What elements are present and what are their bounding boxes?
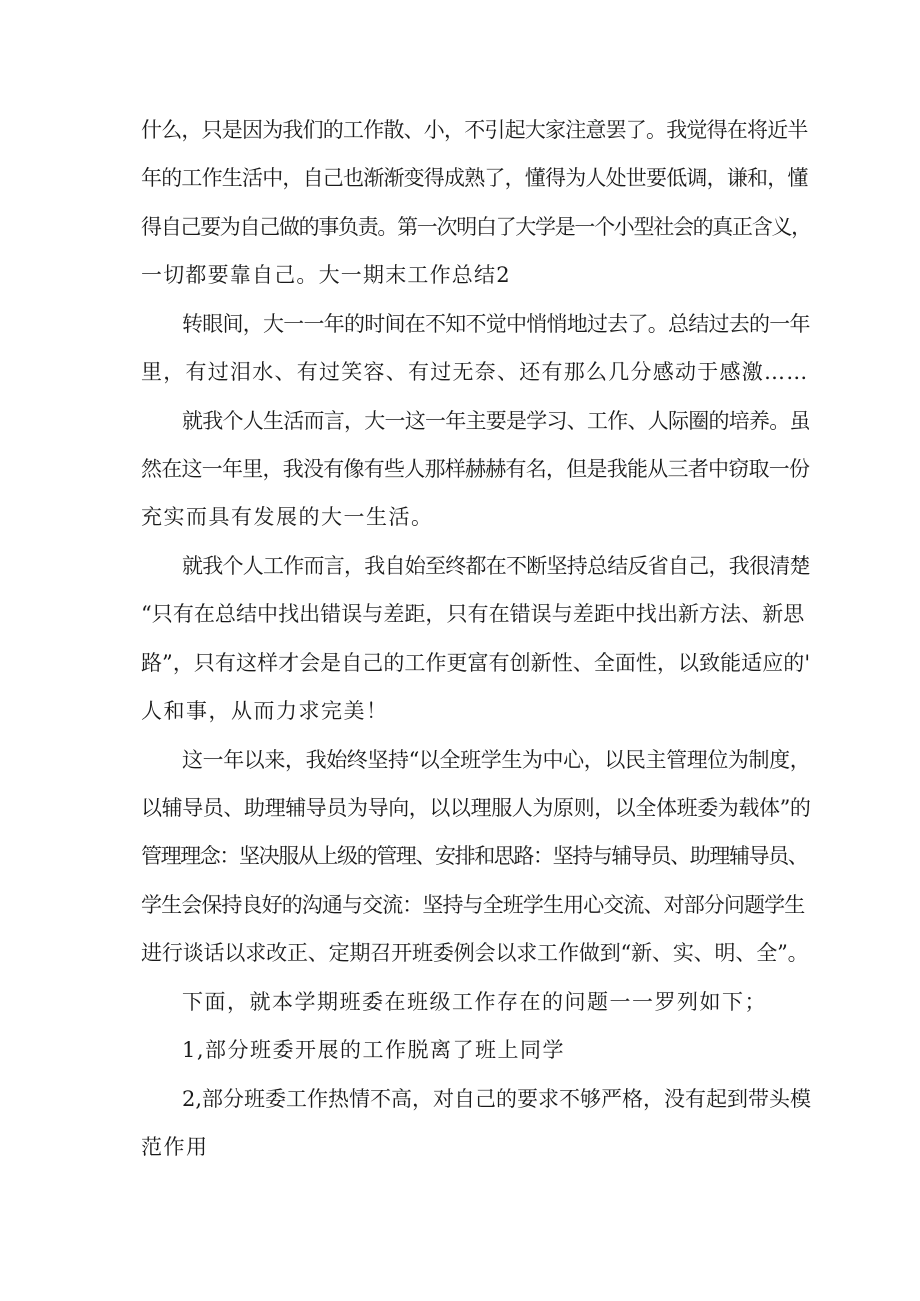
paragraph-start-line: 就我个人生活而言，大一这一年主要是学习、工作、人际圈的培养。虽 [182, 409, 810, 433]
paragraph-start-line: 转眼间，大一一年的时间在不知不觉中悄悄地过去了。总结过去的一年 [182, 312, 810, 336]
text-line: 充实而具有发展的大一生活。 [141, 505, 434, 529]
text-line: 什么，只是因为我们的工作散、小，不引起大家注意罢了。我觉得在将近半 [141, 118, 808, 142]
paragraph-start-line: 下面，就本学期班委在班级工作存在的问题一一罗列如下； [182, 990, 767, 1014]
text-line: 得自己要为自己做的事负责。第一次明白了大学是一个小型社会的真正含义， [141, 215, 811, 239]
paragraph-start-line: 就我个人工作而言，我自始至终都在不断坚持总结反省自己，我很清楚 [182, 554, 810, 578]
text-line: 范作用 [141, 1135, 209, 1159]
text-line: 以辅导员、助理辅导员为导向，以以理服人为原则，以全体班委为载体”的 [141, 796, 811, 820]
text-line: 一切都要靠自己。大一期末工作总结2 [141, 263, 511, 287]
text-line: “只有在总结中找出错误与差距，只有在错误与差距中找出新方法、新思 [141, 602, 805, 626]
text-line: 年的工作生活中，自己也渐渐变得成熟了，懂得为人处世要低调，谦和，懂 [141, 166, 808, 190]
text-line: 里，有过泪水、有过笑容、有过无奈、还有那么几分感动于感激…… [141, 360, 809, 384]
list-item-2: 2,部分班委工作热情不高，对自己的要求不够严格，没有起到带头模 [182, 1087, 812, 1111]
text-line: 路”，只有这样才会是自己的工作更富有创新性、全面性，以致能适应的' [141, 651, 811, 675]
text-line: 人和事，从而力求完美！ [141, 699, 389, 723]
text-line: 然在这一年里，我没有像有些人那样赫赫有名，但是我能从三者中窃取一份 [141, 457, 810, 481]
text-line: 管理理念：坚决服从上级的管理、安排和思路：坚持与辅导员、助理辅导员、 [141, 844, 808, 868]
text-line: 学生会保持良好的沟通与交流：坚持与全班学生用心交流、对部分问题学生 [141, 893, 805, 917]
paragraph-start-line: 这一年以来，我始终坚持“以全班学生为中心，以民主管理位为制度， [182, 748, 811, 772]
text-line: 进行谈话以求改正、定期召开班委例会以求工作做到“新、实、明、全”。 [141, 941, 809, 965]
list-item-1: 1,部分班委开展的工作脱离了班上同学 [182, 1038, 566, 1062]
